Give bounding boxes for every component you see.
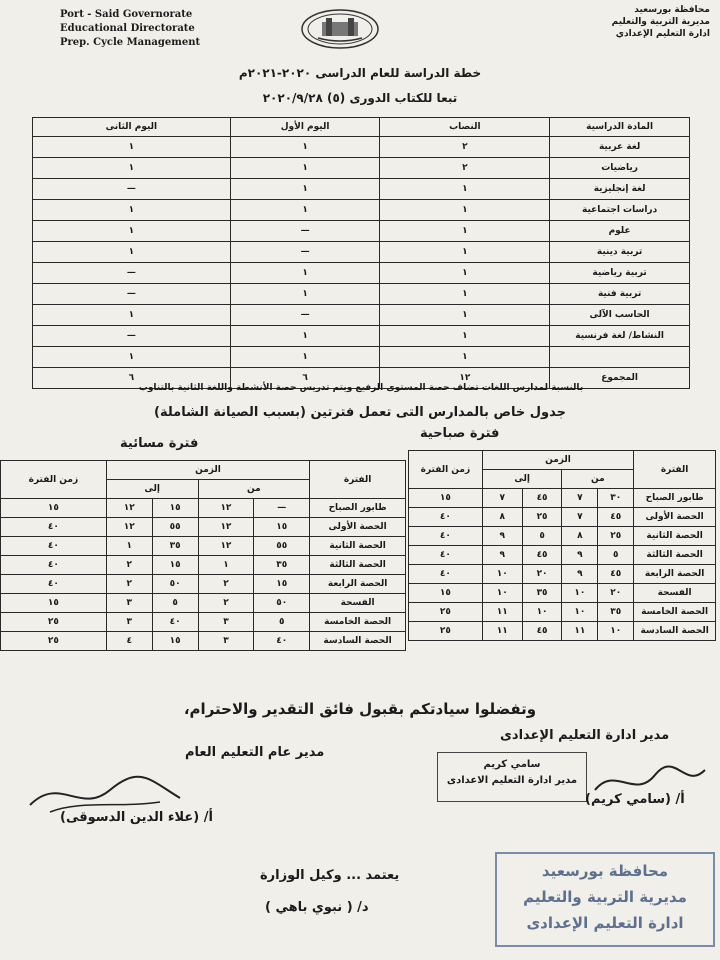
table-row [1, 632, 406, 651]
table-cell: — [254, 499, 310, 518]
table-cell: ١١ [562, 622, 598, 641]
table-cell: الحصة السادسة [310, 632, 406, 651]
table-cell: ٢٠ [598, 584, 634, 603]
table-cell: علوم [550, 221, 690, 242]
table-cell: ١ [106, 537, 152, 556]
table-cell: الحصة الخامسة [310, 613, 406, 632]
table-cell: ٤٠ [152, 613, 198, 632]
column-header: من [562, 470, 634, 489]
header-line: محافظة بورسعيد [634, 5, 710, 15]
governorate-logo [300, 8, 380, 50]
table-row [33, 179, 690, 200]
table-row [409, 622, 716, 641]
table-row [1, 518, 406, 537]
table-cell: — [230, 242, 380, 263]
table-cell: الحصة الخامسة [634, 603, 716, 622]
languages-note: بالنسبة لمدارس اللغات تضاف حصة المستوى الرفيع ويتم تدريس حصة الأنشطة واللغة الثانية بالتناوب [138, 383, 584, 393]
table-cell: الحصة الثانية [634, 527, 716, 546]
column-header: زمن الفترة [409, 451, 483, 489]
table-cell: ١ [33, 347, 231, 368]
table-cell: ١٠ [562, 603, 598, 622]
table-row [33, 326, 690, 347]
plan-subtitle: تبعا للكتاب الدورى (٥) ٢٠٢٠/٩/٢٨ [262, 91, 458, 105]
table-cell: ٤٥ [598, 565, 634, 584]
table-cell: ٤٠ [254, 632, 310, 651]
table-cell: ١ [230, 137, 380, 158]
table-cell: الحصة الثالثة [310, 556, 406, 575]
table-cell: ٥٥ [254, 537, 310, 556]
table-cell: ١ [198, 556, 254, 575]
table-row [409, 546, 716, 565]
table-cell: المجموع [550, 368, 690, 389]
stamp-name: سامي كريم [483, 759, 541, 770]
table-cell: ١٥ [1, 499, 107, 518]
stamp-role: مدير ادارة التعليم الاعدادى [446, 775, 578, 786]
study-plan-table [32, 117, 690, 389]
table-cell: ٥ [522, 527, 562, 546]
header-arabic [612, 4, 710, 40]
table-cell: ٤٠ [409, 508, 483, 527]
table-cell: ١٢ [198, 518, 254, 537]
table-cell: ٧ [562, 489, 598, 508]
table-cell: ٣ [198, 632, 254, 651]
table-cell: ٢٥ [598, 527, 634, 546]
table-cell: طابور الصباح [634, 489, 716, 508]
table-cell: ١ [230, 347, 380, 368]
table-cell: ١ [33, 137, 231, 158]
table-cell: ٥٠ [152, 575, 198, 594]
table-row [1, 556, 406, 575]
table-cell: ١ [33, 305, 231, 326]
table-cell: ١٥ [152, 556, 198, 575]
table-cell: ٨ [562, 527, 598, 546]
table-cell: ١٠ [482, 565, 522, 584]
evening-shift-label: فترة مسائية [120, 436, 199, 451]
table-row [33, 263, 690, 284]
table-cell: ٢ [106, 575, 152, 594]
table-cell: ٤٥ [598, 508, 634, 527]
table-row [33, 347, 690, 368]
table-row [1, 594, 406, 613]
plan-title: خطة الدراسة للعام الدراسى ٢٠٢٠-٢٠٢١م [238, 66, 482, 80]
table-cell: ٧ [482, 489, 522, 508]
table-row [33, 158, 690, 179]
table-cell: ١٥ [409, 489, 483, 508]
table-cell: ١٥ [254, 575, 310, 594]
table-cell: ٩ [482, 546, 522, 565]
morning-shift-table [408, 450, 716, 641]
table-cell: تربية دينية [550, 242, 690, 263]
table-cell: ١٥ [152, 499, 198, 518]
table-cell: دراسات اجتماعية [550, 200, 690, 221]
table-cell: ٧ [562, 508, 598, 527]
stamp-line: محافظة بورسعيد [541, 862, 669, 880]
table-cell: ١ [380, 284, 550, 305]
table-cell: ١٠ [562, 584, 598, 603]
table-cell: — [230, 305, 380, 326]
table-cell: ١ [230, 263, 380, 284]
table-cell: ٥ [152, 594, 198, 613]
table-cell: ١ [380, 347, 550, 368]
table-cell: الحصة الثالثة [634, 546, 716, 565]
table-cell: ٨ [482, 508, 522, 527]
table-cell: ٥ [254, 613, 310, 632]
table-row [33, 200, 690, 221]
header-line: Prep. Cycle Management [60, 37, 201, 48]
table-cell: ١ [230, 158, 380, 179]
table-header-row [409, 451, 716, 470]
table-cell: — [230, 221, 380, 242]
table-cell: ٢٥ [522, 508, 562, 527]
table-cell: ١٠ [598, 622, 634, 641]
table-row [409, 527, 716, 546]
table-cell: ١ [380, 179, 550, 200]
table-cell: ١١ [482, 603, 522, 622]
undersecretary-name: د/ ( نبوي باهي ) [265, 900, 369, 915]
prep-director-title: مدير ادارة التعليم الإعدادى [500, 728, 670, 743]
table-cell: ٣ [106, 594, 152, 613]
table-row [409, 489, 716, 508]
table-cell: ١٢ [198, 537, 254, 556]
table-cell: ١ [33, 158, 231, 179]
table-cell: ٩ [482, 527, 522, 546]
column-header: من [198, 480, 310, 499]
stamp-line: ادارة التعليم الإعدادى [526, 914, 684, 932]
table-cell: الفسحة [310, 594, 406, 613]
header-line: Port - Said Governorate [60, 9, 193, 20]
table-cell: ١ [380, 263, 550, 284]
table-cell: ١ [380, 242, 550, 263]
table-cell: لغة عربية [550, 137, 690, 158]
table-cell: ٦ [33, 368, 231, 389]
table-cell: ٢ [106, 556, 152, 575]
table-cell: ٢٥ [1, 632, 107, 651]
table-cell: ٢٥ [409, 622, 483, 641]
table-cell: رياضيات [550, 158, 690, 179]
table-cell: ٢ [380, 137, 550, 158]
table-row [33, 284, 690, 305]
table-cell: تربية رياضية [550, 263, 690, 284]
table-cell: الحاسب الآلى [550, 305, 690, 326]
table-cell: ١٥ [1, 594, 107, 613]
table-cell: ٤٠ [409, 527, 483, 546]
table-row [409, 603, 716, 622]
column-header: الفترة [310, 461, 406, 499]
table-cell: ١٥ [254, 518, 310, 537]
evening-shift-table [0, 460, 406, 651]
table-cell: ١ [230, 284, 380, 305]
header-line: Educational Directorate [60, 23, 195, 34]
general-director-title: مدير عام التعليم العام [185, 745, 325, 760]
table-cell: ٩ [562, 546, 598, 565]
table-cell: — [33, 263, 231, 284]
table-cell: الحصة الثانية [310, 537, 406, 556]
table-cell: ٤٠ [409, 546, 483, 565]
table-row [1, 575, 406, 594]
table-row [33, 221, 690, 242]
table-cell: لغة إنجليزية [550, 179, 690, 200]
table-cell: ٣٥ [152, 537, 198, 556]
column-header: اليوم الثانى [33, 118, 231, 137]
header-line: مديرية التربية والتعليم [611, 17, 710, 27]
table-cell: ٤٠ [409, 565, 483, 584]
table-cell: ١ [380, 221, 550, 242]
table-cell: ٤٠ [1, 556, 107, 575]
closing-line: وتفضلوا سيادتكم بقبول فائق التقدير والاحترام، [183, 700, 537, 718]
table-row [1, 499, 406, 518]
table-cell: ١ [380, 326, 550, 347]
general-director-name: أ/ (علاء الدين الدسوقى) [60, 810, 213, 825]
table-cell: ٣٥ [254, 556, 310, 575]
table-cell: ٤ [106, 632, 152, 651]
header-english [60, 8, 200, 50]
approval-label: يعتمد ... وكيل الوزارة [260, 868, 400, 883]
table-cell: ٦ [230, 368, 380, 389]
table-cell: ٢ [198, 594, 254, 613]
table-cell: ٣ [106, 613, 152, 632]
table-cell: الحصة الأولى [310, 518, 406, 537]
table-cell: النشاط/ لغة فرنسية [550, 326, 690, 347]
column-header: النصاب [380, 118, 550, 137]
table-cell: ٣٠ [598, 489, 634, 508]
table-cell: ١٠ [482, 584, 522, 603]
table-cell: ١٢ [380, 368, 550, 389]
table-cell: ١٠ [522, 603, 562, 622]
table-cell: ١ [230, 179, 380, 200]
table-cell: — [33, 284, 231, 305]
table-row [33, 305, 690, 326]
table-row [409, 508, 716, 527]
table-cell: ١ [230, 326, 380, 347]
table-cell: ٥٠ [254, 594, 310, 613]
header-line: ادارة التعليم الإعدادي [615, 29, 710, 39]
table-cell: — [33, 179, 231, 200]
table-cell: ١ [33, 221, 231, 242]
table-cell: ٢٥ [1, 613, 107, 632]
table-cell: ١٥ [152, 632, 198, 651]
morning-shift-label: فترة صباحية [420, 426, 500, 441]
directorate-stamp [495, 852, 715, 947]
table-row [1, 537, 406, 556]
table-cell: ١١ [482, 622, 522, 641]
table-cell: الحصة السادسة [634, 622, 716, 641]
table-cell: ٤٠ [1, 518, 107, 537]
column-header: الزمن [106, 461, 309, 480]
table-cell: ٢ [198, 575, 254, 594]
column-header: إلى [106, 480, 198, 499]
table-row [33, 137, 690, 158]
stamp-line: مديرية التربية والتعليم [523, 888, 687, 906]
table-cell: طابور الصباح [310, 499, 406, 518]
director-name-stamp [437, 752, 587, 802]
table-cell: ٢ [380, 158, 550, 179]
table-cell: تربية فنية [550, 284, 690, 305]
table-row [1, 613, 406, 632]
column-header: اليوم الأول [230, 118, 380, 137]
table-cell: الفسحة [634, 584, 716, 603]
table-cell: ٤٥ [522, 622, 562, 641]
table-cell: ٢٥ [409, 603, 483, 622]
table-cell: ٤٠ [1, 537, 107, 556]
table-cell: ١ [230, 200, 380, 221]
table-cell: ١ [33, 200, 231, 221]
table-cell: ٤٥ [522, 546, 562, 565]
table-cell: ٥ [598, 546, 634, 565]
table-cell: ٤٥ [522, 489, 562, 508]
table-cell: ٥٥ [152, 518, 198, 537]
table-cell: ٣ [198, 613, 254, 632]
prep-director-name: أ/ (سامي كريم) [585, 792, 685, 807]
table-row [33, 242, 690, 263]
table-cell: — [33, 326, 231, 347]
column-header: زمن الفترة [1, 461, 107, 499]
table-header-row [33, 118, 690, 137]
table-cell: ١٢ [106, 518, 152, 537]
special-schedule-title: جدول خاص بالمدارس التى تعمل فترتين (بسبب الصيانة الشاملة) [154, 405, 566, 420]
table-cell: الحصة الرابعة [310, 575, 406, 594]
table-cell: ١٥ [409, 584, 483, 603]
table-cell: ٣٥ [522, 584, 562, 603]
column-header: إلى [482, 470, 562, 489]
table-cell: ١٢ [106, 499, 152, 518]
column-header: الفترة [634, 451, 716, 489]
table-cell: ١ [380, 200, 550, 221]
table-cell: ٤٠ [1, 575, 107, 594]
table-row [409, 565, 716, 584]
table-cell: ١٢ [198, 499, 254, 518]
table-row [409, 584, 716, 603]
table-cell: ١ [33, 242, 231, 263]
table-cell [550, 347, 690, 368]
table-header-row [1, 461, 406, 480]
table-cell: ٢٠ [522, 565, 562, 584]
table-cell: ٣٥ [598, 603, 634, 622]
table-cell: الحصة الرابعة [634, 565, 716, 584]
column-header: الزمن [482, 451, 633, 470]
table-cell: الحصة الأولى [634, 508, 716, 527]
table-cell: ٩ [562, 565, 598, 584]
column-header: المادة الدراسية [550, 118, 690, 137]
table-cell: ١ [380, 305, 550, 326]
